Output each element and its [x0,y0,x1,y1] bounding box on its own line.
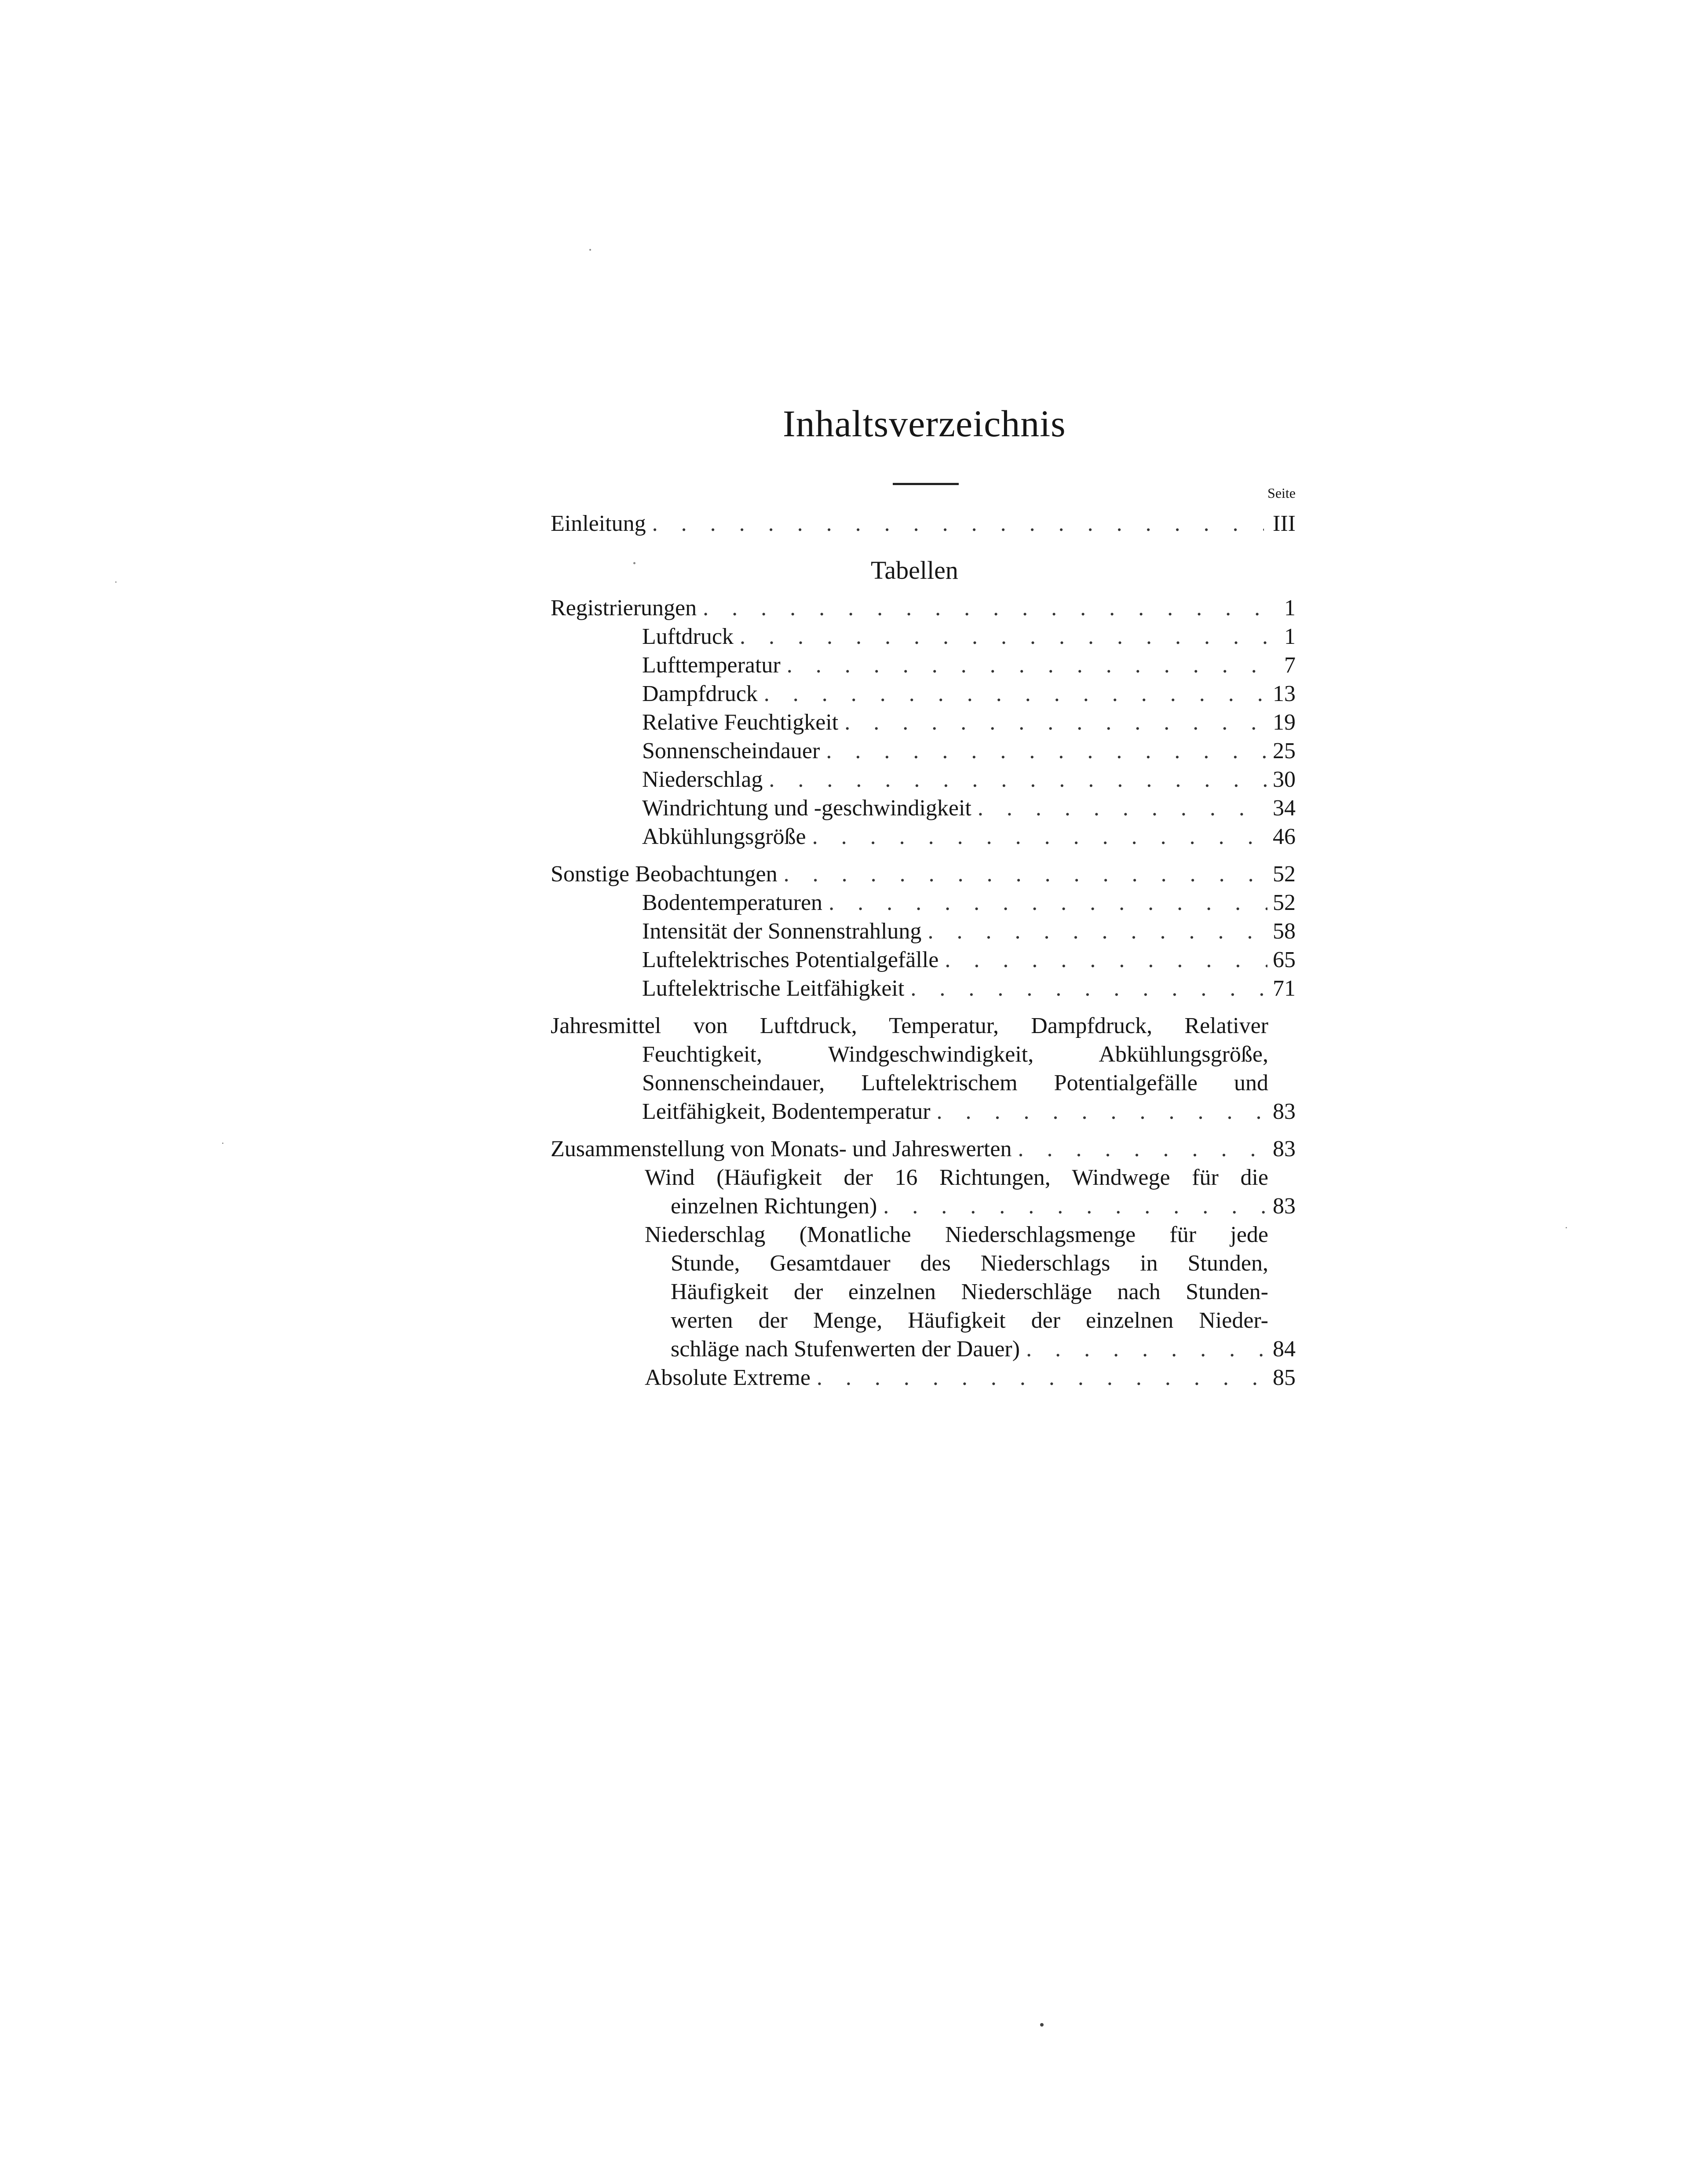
toc-page-number: 25 [1273,738,1296,763]
toc-label: Windrichtung und -geschwindigkeit [642,796,971,821]
toc-label: Zusammenstellung von Monats- und Jahreswerten [551,1136,1012,1161]
leader-dots [764,679,1267,709]
niederschlag-line-2: Stunde, Gesamtdauer des Niederschlags in Stunden, [671,1251,1268,1276]
toc-label: Einleitung [551,511,646,536]
toc-label: Luftelektrisches Potentialgefälle [642,947,939,972]
toc-page-number: 52 [1273,890,1296,915]
toc-page-number: 34 [1273,796,1296,821]
toc-label: schläge nach Stufenwerten der Dauer) [671,1337,1020,1362]
toc-page-number: 83 [1273,1136,1296,1161]
toc-page-number: 7 [1284,653,1296,678]
toc-entry-dampfdruck[interactable] [642,679,1296,709]
toc-entry-niederschlag-monatlich[interactable] [671,1335,1296,1364]
leader-dots [703,594,1267,623]
toc-label: Luftdruck [642,624,734,649]
leader-dots [826,737,1267,766]
toc-label: Leitfähigkeit, Bodentemperatur [642,1099,931,1124]
leader-dots [883,1192,1267,1221]
toc-entry-leitfaehigkeit[interactable] [642,974,1296,1003]
jahresmittel-line-1: Jahresmittel von Luftdruck, Temperatur, Dampfdruck, Relativer [551,1013,1268,1038]
leader-dots [784,860,1267,889]
toc-label: Bodentemperaturen [642,890,823,915]
toc-page-number: 1 [1284,595,1296,621]
jahresmittel-line-2: Feuchtigkeit, Windgeschwindigkeit, Abkühlungsgröße, [642,1042,1268,1067]
toc-page-number: 85 [1273,1365,1296,1390]
scan-speck [115,581,117,583]
scan-speck [633,562,635,564]
leader-dots [769,765,1267,794]
toc-label: Dampfdruck [642,681,758,706]
toc-label: Relative Feuchtigkeit [642,710,839,735]
toc-page-number: 46 [1273,824,1296,849]
toc-entry-bodentemperaturen[interactable] [642,888,1296,917]
toc-entry-jahresmittel[interactable] [642,1097,1296,1126]
toc-page-number: 13 [1273,681,1296,706]
toc-entry-sonstige-beobachtungen[interactable] [551,860,1296,889]
toc-label: Niederschlag [642,767,763,792]
toc-page-number: 65 [1273,947,1296,972]
toc-entry-potentialgefaelle[interactable] [642,946,1296,975]
toc-entry-abkuehlungsgroesse[interactable] [642,822,1296,851]
toc-entry-windrichtung[interactable] [642,794,1296,823]
toc-label: Intensität der Sonnenstrahlung [642,919,922,944]
leader-dots [817,1363,1267,1392]
leader-dots [829,888,1267,917]
toc-entry-registrierungen[interactable] [551,594,1296,623]
toc-page-number: 19 [1273,710,1296,735]
leader-dots [1026,1335,1267,1364]
toc-entry-einleitung[interactable] [551,509,1296,538]
leader-dots [844,708,1267,737]
toc-page-number: 71 [1273,976,1296,1001]
niederschlag-line-4: werten der Menge, Häufigkeit der einzelnen Nieder- [671,1308,1268,1333]
toc-page-number: 84 [1273,1337,1296,1362]
toc-label: Abkühlungsgröße [642,824,806,849]
title-rule [893,483,959,485]
toc-entry-sonnenscheindauer[interactable] [642,737,1296,766]
section-heading: Tabellen [871,556,958,584]
leader-dots [978,794,1267,823]
toc-label: Sonstige Beobachtungen [551,862,778,887]
toc-label: Absolute Extreme [645,1365,811,1390]
niederschlag-line-3: Häufigkeit der einzelnen Niederschläge nach Stunden- [671,1279,1268,1304]
toc-label: Luftelektrische Leitfähigkeit [642,976,905,1001]
toc-page-number: 83 [1273,1194,1296,1219]
jahresmittel-line-3: Sonnenscheindauer, Luftelektrischem Potentialgefälle und [642,1070,1268,1096]
leader-dots [937,1097,1267,1126]
toc-page-number: 52 [1273,862,1296,887]
leader-dots [910,974,1267,1003]
page-title: Inhaltsverzeichnis [783,402,1066,445]
toc-entry-wind[interactable] [671,1192,1296,1221]
toc-entry-lufttemperatur[interactable] [642,651,1296,680]
wind-line-1: Wind (Häufigkeit der 16 Richtungen, Windwege für die [645,1165,1268,1190]
toc-entry-luftdruck[interactable] [642,622,1296,651]
toc-page-number: 58 [1273,919,1296,944]
scan-speck [589,249,591,251]
toc-entry-niederschlag[interactable] [642,765,1296,794]
toc-page-number: 30 [1273,767,1296,792]
toc-label: Registrierungen [551,595,697,621]
toc-label: Lufttemperatur [642,653,781,678]
toc-page-number: 1 [1284,624,1296,649]
page-column-label: Seite [1267,485,1296,501]
leader-dots [740,622,1267,651]
toc-label: Sonnenscheindauer [642,738,820,763]
niederschlag-line-1: Niederschlag (Monatliche Niederschlagsmenge für jede [645,1222,1268,1247]
toc-label: einzelnen Richtungen) [671,1194,877,1219]
leader-dots [652,509,1264,538]
toc-page-number: III [1273,511,1296,536]
toc-entry-zusammenstellung[interactable] [551,1135,1296,1164]
toc-page-number: 83 [1273,1099,1296,1124]
leader-dots [928,917,1267,946]
leader-dots [945,946,1267,975]
leader-dots [812,822,1267,851]
toc-entry-sonnenstrahlung[interactable] [642,917,1296,946]
leader-dots [1018,1135,1267,1164]
toc-entry-absolute-extreme[interactable] [645,1363,1296,1392]
leader-dots [787,651,1267,680]
toc-entry-relative-feuchtigkeit[interactable] [642,708,1296,737]
scan-speck [1566,1227,1567,1228]
scan-speck [1040,2023,1044,2027]
scan-speck [222,1143,223,1144]
